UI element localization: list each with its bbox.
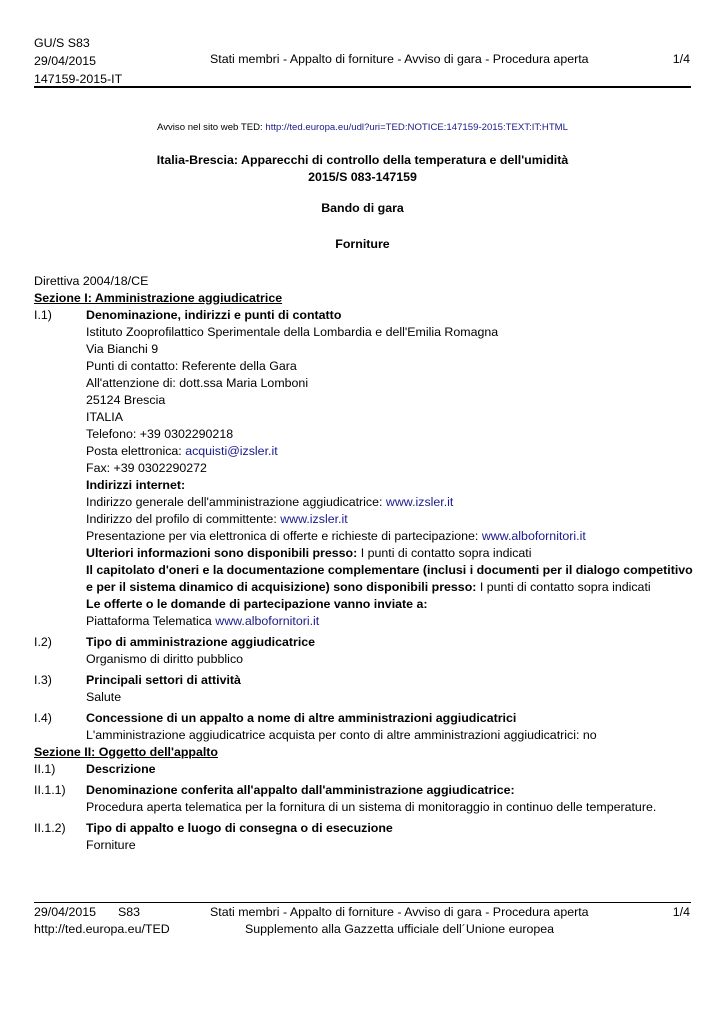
item-number: I.4) bbox=[34, 711, 52, 725]
contact-point: Punti di contatto: Referente della Gara bbox=[86, 359, 297, 373]
section-1-heading: Sezione I: Amministrazione aggiudicatrice bbox=[34, 291, 283, 305]
header-page-number: 1/4 bbox=[672, 52, 690, 66]
item-ii12 bbox=[34, 820, 694, 854]
phone: Telefono: +39 0302290218 bbox=[86, 427, 234, 441]
item-title: Tipo di amministrazione aggiudicatrice bbox=[86, 635, 316, 649]
item-value: L'amministrazione aggiudicatrice acquista per conto di altre amministrazioni aggiudicatrici: no bbox=[86, 728, 597, 742]
section-2-heading: Sezione II: Oggetto dell'appalto bbox=[34, 745, 218, 759]
item-i4 bbox=[34, 710, 694, 744]
item-i1 bbox=[34, 307, 694, 630]
item-number: II.1.1) bbox=[34, 783, 66, 797]
document-body bbox=[34, 273, 694, 854]
title-line-1: Italia-Brescia: Apparecchi di controllo della temperatura e dell'umidità bbox=[156, 153, 569, 167]
further-info-value: I punti di contatto sopra indicati bbox=[360, 546, 532, 560]
publication-date: 29/04/2015 bbox=[34, 54, 97, 68]
ted-notice-line bbox=[0, 122, 725, 133]
document-title bbox=[0, 152, 725, 186]
further-info-line bbox=[86, 545, 694, 562]
authority-name: Istituto Zooprofilattico Sperimentale della Lombardia e dell'Emilia Romagna bbox=[86, 325, 499, 339]
title-line-2: 2015/S 083-147159 bbox=[308, 170, 417, 184]
electronic-submission-line bbox=[86, 528, 694, 545]
item-title: Descrizione bbox=[86, 762, 156, 776]
tenders-sent-to-label: Le offerte o le domande di partecipazione vanno inviate a: bbox=[86, 597, 428, 611]
buyer-profile-link[interactable]: www.izsler.it bbox=[280, 512, 348, 526]
documents-label-line-1: Il capitolato d'oneri e la documentazione complementare (inclusi i documenti per il dialogo competitivo bbox=[86, 563, 693, 577]
footer-date: 29/04/2015 bbox=[34, 905, 97, 919]
item-number: II.1.2) bbox=[34, 821, 66, 835]
city: 25124 Brescia bbox=[86, 393, 166, 407]
header-title: Stati membri - Appalto di forniture - Avviso di gara - Procedura aperta bbox=[210, 52, 589, 66]
ted-notice-link[interactable]: http://ted.europa.eu/udl?uri=TED:NOTICE:147159-2015:TEXT:IT:HTML bbox=[265, 122, 569, 133]
item-value: Salute bbox=[86, 690, 122, 704]
tenders-platform-prefix: Piattaforma Telematica bbox=[86, 614, 216, 628]
item-i2 bbox=[34, 634, 694, 668]
documents-line-2 bbox=[86, 579, 694, 596]
country: ITALIA bbox=[86, 410, 123, 424]
item-value: Procedura aperta telematica per la fornitura di un sistema di monitoraggio in continuo delle temperature. bbox=[86, 800, 657, 814]
documents-value: I punti di contatto sopra indicati bbox=[479, 580, 651, 594]
item-value: Organismo di diritto pubblico bbox=[86, 652, 244, 666]
fax: Fax: +39 0302290272 bbox=[86, 461, 207, 475]
buyer-profile-line bbox=[86, 511, 694, 528]
item-ii11 bbox=[34, 782, 694, 816]
electronic-submission-link[interactable]: www.albofornitori.it bbox=[481, 529, 586, 543]
footer-url: http://ted.europa.eu/TED bbox=[34, 922, 170, 936]
item-number: I.1) bbox=[34, 308, 52, 322]
item-ii1 bbox=[34, 761, 694, 778]
item-number: I.3) bbox=[34, 673, 52, 687]
footer-supplement: Supplemento alla Gazzetta ufficiale dell´Unione europea bbox=[245, 922, 555, 936]
email-link[interactable]: acquisti@izsler.it bbox=[185, 444, 278, 458]
item-title: Denominazione conferita all'appalto dall'amministrazione aggiudicatrice: bbox=[86, 783, 515, 797]
general-address-line bbox=[86, 494, 694, 511]
footer-divider bbox=[34, 902, 691, 903]
item-title: Tipo di appalto e luogo di consegna o di esecuzione bbox=[86, 821, 393, 835]
item-title: Principali settori di attività bbox=[86, 673, 241, 687]
internet-addresses-heading: Indirizzi internet: bbox=[86, 478, 186, 492]
footer-title: Stati membri - Appalto di forniture - Avviso di gara - Procedura aperta bbox=[210, 905, 589, 919]
header-left-block bbox=[34, 34, 122, 88]
further-info-label: Ulteriori informazioni sono disponibili presso: bbox=[86, 546, 361, 560]
item-i3 bbox=[34, 672, 694, 706]
email-line bbox=[86, 443, 694, 460]
header-divider bbox=[34, 86, 691, 88]
street-address: Via Bianchi 9 bbox=[86, 342, 159, 356]
general-address-label: Indirizzo generale dell'amministrazione aggiudicatrice: bbox=[86, 495, 386, 509]
attention-of: All'attenzione di: dott.ssa Maria Lomboni bbox=[86, 376, 309, 390]
footer-page-number: 1/4 bbox=[672, 905, 690, 919]
item-value: Forniture bbox=[86, 838, 136, 852]
tenders-platform-line bbox=[86, 613, 694, 630]
item-number: II.1) bbox=[34, 762, 56, 776]
directive: Direttiva 2004/18/CE bbox=[34, 274, 149, 288]
journal-series: GU/S S83 bbox=[34, 36, 90, 50]
tenders-platform-link[interactable]: www.albofornitori.it bbox=[215, 614, 320, 628]
notice-number: 147159-2015-IT bbox=[34, 72, 123, 86]
item-title: Concessione di un appalto a nome di altre amministrazioni aggiudicatrici bbox=[86, 711, 517, 725]
buyer-profile-label: Indirizzo del profilo di committente: bbox=[86, 512, 281, 526]
electronic-submission-label: Presentazione per via elettronica di offerte e richieste di partecipazione: bbox=[86, 529, 482, 543]
general-address-link[interactable]: www.izsler.it bbox=[385, 495, 454, 509]
footer-date-series bbox=[34, 904, 140, 921]
item-number: I.2) bbox=[34, 635, 52, 649]
footer-series: S83 bbox=[118, 905, 141, 919]
contract-type: Forniture bbox=[335, 237, 390, 251]
notice-type: Bando di gara bbox=[321, 201, 404, 215]
ted-notice-label: Avviso nel sito web TED: bbox=[156, 122, 266, 133]
documents-label-line-2: e per il sistema dinamico di acquisizione) sono disponibili presso: bbox=[86, 580, 480, 594]
item-title: Denominazione, indirizzi e punti di contatto bbox=[86, 308, 342, 322]
email-label: Posta elettronica: bbox=[86, 444, 186, 458]
